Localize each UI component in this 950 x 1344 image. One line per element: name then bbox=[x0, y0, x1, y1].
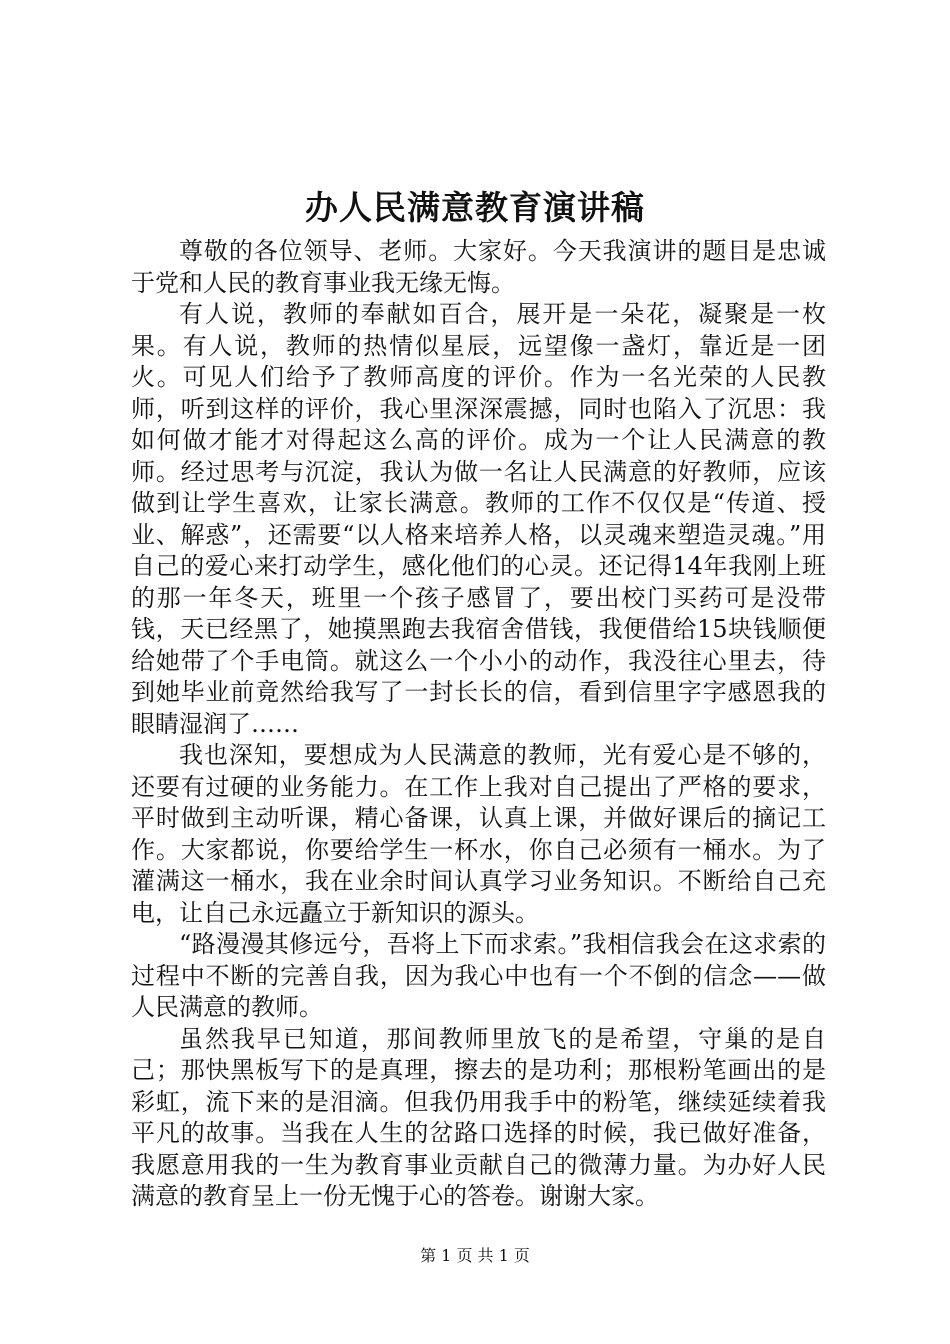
document-body bbox=[131, 236, 826, 1213]
paragraph-closing: 虽然我早已知道，那间教师里放飞的是希望，守巢的是自己；那快黑板写下的是真理，擦去的是功利；那根粉笔画出的是彩虹，流下来的是泪滴。但我仍用我手中的粉笔，继续延续着我平凡的故事。当我在人生的岔路口选择的时候，我已做好准备，我愿意用我的一生为教育事业贡献自己的微薄力量。为办好人民满意的教育呈上一份无愧于心的答卷。谢谢大家。 bbox=[131, 1024, 826, 1210]
paragraph-ability: 我也深知，要想成为人民满意的教师，光有爱心是不够的，还要有过硬的业务能力。在工作上我对自己提出了严格的要求，平时做到主动听课，精心备课，认真上课，并做好课后的摘记工作。大家都说，你要给学生一杯水，你自己必须有一桶水。为了灌满这一桶水，我在业余时间认真学习业务知识。不断给自己充电，让自己永远矗立于新知识的源头。 bbox=[131, 741, 826, 927]
paragraph-quote: “路漫漫其修远兮，吾将上下而求索。”我相信我会在这求索的过程中不断的完善自我，因为我心中也有一个不倒的信念——做人民满意的教师。 bbox=[131, 930, 826, 1021]
page-footer: 第 1 页 共 1 页 bbox=[420, 1246, 530, 1265]
document-title: 办人民满意教育演讲稿 bbox=[305, 188, 645, 227]
paragraph-greeting: 尊敬的各位领导、老师。大家好。今天我演讲的题目是忠诚于党和人民的教育事业我无缘无悔。 bbox=[131, 237, 826, 297]
paragraph-story: 有人说，教师的奉献如百合，展开是一朵花，凝聚是一枚果。有人说，教师的热情似星辰，远望像一盏灯，靠近是一团火。可见人们给予了教师高度的评价。作为一名光荣的人民教师，听到这样的评价，我心里深深震撼，同时也陷入了沉思：我如何做才能才对得起这么高的评价。成为一个让人民满意的教师。经过思考与沉淀，我认为做一名让人民满意的好教师，应该做到让学生喜欢，让家长满意。教师的工作不仅仅是“传道、授业、解惑”，还需要“以人格来培养人格，以灵魂来塑造灵魂。”用自己的爱心来打动学生，感化他们的心灵。还记得14年我刚上班的那一年冬天，班里一个孩子感冒了，要出校门买药可是没带钱，天已经黑了，她摸黑跑去我宿舍借钱，我便借给15块钱顺便给她带了个手电筒。就这么一个小小的动作，我没往心里去，待到她毕业前竟然给我写了一封长长的信，看到信里字字感恩我的眼睛湿润了…… bbox=[131, 300, 826, 738]
